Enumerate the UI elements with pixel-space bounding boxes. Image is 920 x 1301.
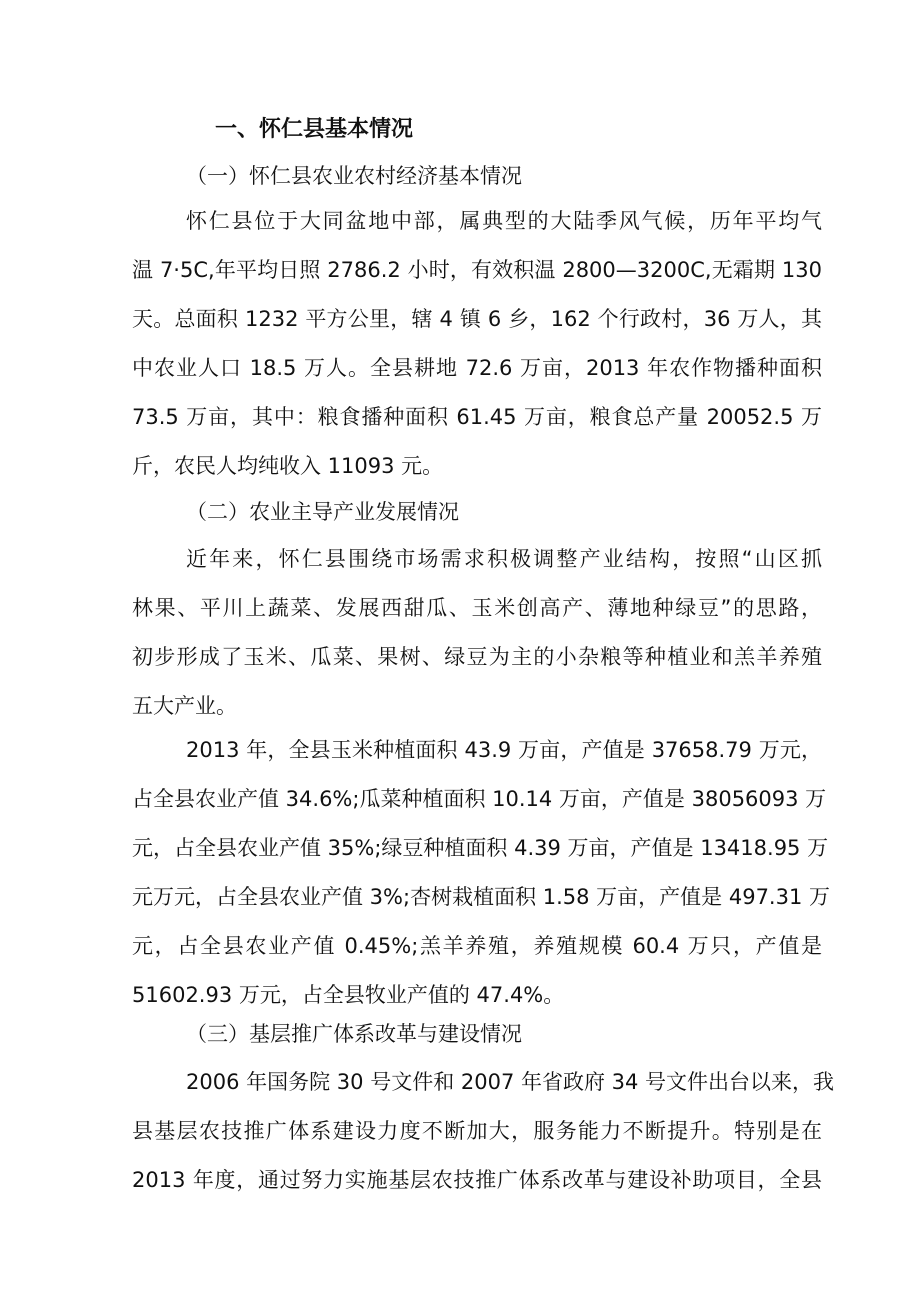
paragraph-line: 县基层农技推广体系建设力度不断加大，服务能力不断提升。特别是在	[132, 1119, 822, 1143]
paragraph-line: 天。总面积 1232 平方公里，辖 4 镇 6 乡，162 个行政村，36 万人，其	[132, 307, 822, 331]
paragraph-line: 林果、平川上蔬菜、发展西甜瓜、玉米创高产、薄地种绿豆”的思路，	[132, 596, 822, 620]
page-heading: 一、怀仁县基本情况	[215, 117, 414, 142]
paragraph-line: 2013 年度，通过努力实施基层农技推广体系改革与建设补助项目，全县	[132, 1168, 822, 1192]
paragraph-line: 占全县农业产值 34.6%;瓜菜种植面积 10.14 万亩，产值是 38056093 万	[132, 787, 827, 811]
paragraph-line: 2006 年国务院 30 号文件和 2007 年省政府 34 号文件出台以来，我	[186, 1070, 835, 1094]
paragraph-line: 2013 年，全县玉米种植面积 43.9 万亩，产值是 37658.79 万元，	[186, 738, 822, 762]
paragraph-line: 51602.93 万元，占全县牧业产值的 47.4%。	[132, 983, 565, 1007]
paragraph-line: 初步形成了玉米、瓜菜、果树、绿豆为主的小杂粮等种植业和羔羊养殖	[132, 645, 822, 669]
paragraph-line: 元，占全县农业产值 35%;绿豆种植面积 4.39 万亩，产值是 13418.95 万	[132, 836, 829, 860]
paragraph-line: 73.5 万亩，其中：粮食播种面积 61.45 万亩，粮食总产量 20052.5 万	[132, 405, 822, 429]
section-3-title: （三）基层推广体系改革与建设情况	[186, 1022, 522, 1046]
paragraph-line: 斤，农民人均纯收入 11093 元。	[132, 454, 444, 478]
paragraph-line: 怀仁县位于大同盆地中部，属典型的大陆季风气候，历年平均气	[186, 209, 822, 233]
paragraph-line: 元，占全县农业产值 0.45%;羔羊养殖，养殖规模 60.4 万只，产值是	[132, 934, 822, 958]
section-1-title: （一）怀仁县农业农村经济基本情况	[186, 164, 522, 188]
section-2-paragraph-1	[132, 535, 822, 731]
paragraph-line: 元万元，占全县农业产值 3%;杏树栽植面积 1.58 万亩，产值是 497.31 万	[132, 885, 831, 909]
section-3-paragraph	[132, 1058, 835, 1205]
section-2-paragraph-2	[132, 726, 831, 1020]
paragraph-line: 近年来，怀仁县围绕市场需求积极调整产业结构，按照“山区抓	[186, 547, 822, 571]
paragraph-line: 温 7·5C,年平均日照 2786.2 小时，有效积温 2800—3200C,无霜期 130	[132, 258, 822, 282]
section-2-title: （二）农业主导产业发展情况	[186, 500, 459, 524]
paragraph-line: 中农业人口 18.5 万人。全县耕地 72.6 万亩，2013 年农作物播种面积	[132, 356, 822, 380]
section-1-paragraph	[132, 197, 822, 491]
paragraph-line: 五大产业。	[132, 694, 237, 718]
